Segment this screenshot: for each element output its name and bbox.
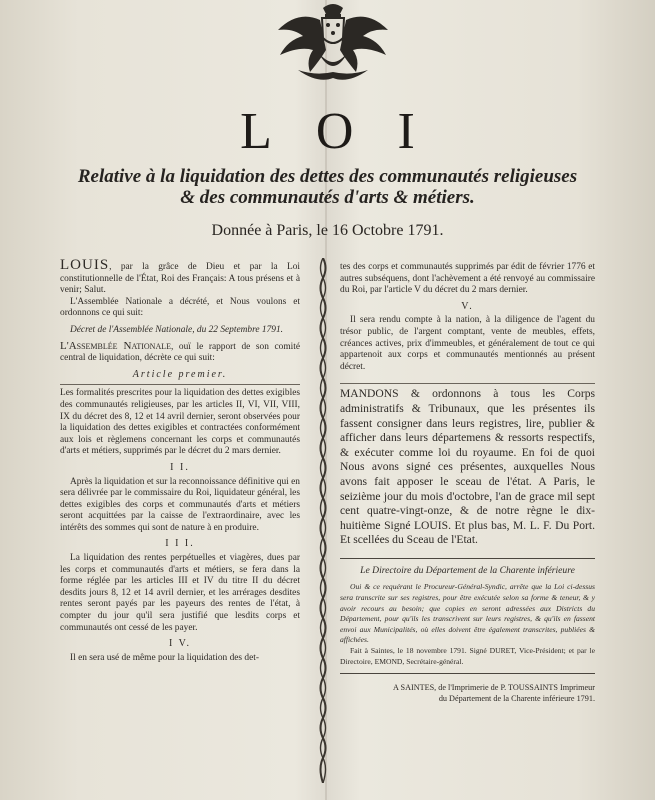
subtitle-line-2: & des communautés d'arts & métiers. <box>180 187 475 208</box>
directoire-signature: Fait à Saintes, le 18 novembre 1791. Signé DURET, Vice-Président; et par le Directoire, EMOND, Secrétaire-général. <box>340 646 595 666</box>
article-1-text: Les formalités prescrites pour la liquidation des dettes exigibles des communautés religieuses, par les articles II, VI, VII, VIII, IX du décret des 8, 12 et 14 avril dernier, seront observées pour la liquidation des dettes exigibles et contractées conformément aux lois et règlemens concernant les corps et communautés d'arts et métiers, supprimés par le décret du 2 mars dernier. <box>60 388 300 457</box>
article-5-text: Il sera rendu compte à la nation, à la diligence de l'agent du trésor public, de l'argent comptant, vente de meubles, effets, créances actives, prix d'immeubles, et généralement de tout ce qui appartenoit aux corps et communautés mentionnés au présent décret. <box>340 315 595 372</box>
intro-dropcap: LOUIS <box>60 257 110 273</box>
column-divider-ornament <box>316 258 330 783</box>
imprint-line-1: A SAINTES, de l'Imprimerie de P. TOUSSAINTS Imprimeur <box>393 683 595 693</box>
left-column <box>60 257 301 664</box>
intro-paragraph <box>60 257 300 297</box>
directoire-heading: Le Directoire du Département de la Charente inférieure <box>360 564 575 576</box>
decree-intro-cap: L'Assemblée Nationale <box>60 339 172 352</box>
decree-intro-text: , ouï le rapport de son comité central de liquidation, décrète ce qui suit: <box>60 341 301 364</box>
continuation-text: tes des corps et communautés supprimés par édit de février 1776 et autres subséquens, dont l'achèvement a été renvoyé au commissaire du Roi, par l'article V du décret du 2 mars dernier. <box>340 262 595 296</box>
article-3-heading: I I I. <box>165 538 195 550</box>
article-1-rule <box>60 384 300 385</box>
article-4-text: Il en sera usé de même pour la liquidation des det- <box>70 652 260 663</box>
article-2-text: Après la liquidation et sur la reconnoissance définitive qui en sera délivrée par le commissaire du Roi, liquidateur général, les dettes exigibles des corps et communautés d'arts et métiers seront acquittées par la caisse de l'extraordinaire, avec les intérêts des sommes qui sont de nature à en produire. <box>60 476 300 533</box>
right-column <box>340 262 595 704</box>
imprint-line-2: du Département de la Charente inférieure 1791. <box>438 694 595 704</box>
decree-citation: Décret de l'Assemblée Nationale, du 22 Septembre 1791. <box>70 324 283 335</box>
dateline: Donnée à Paris, le 16 Octobre 1791. <box>211 222 444 239</box>
decree-intro <box>60 341 300 365</box>
document-title: LOI <box>240 103 459 160</box>
directoire-box <box>340 558 595 674</box>
assembly-lead: L'Assemblée Nationale a décrété, et Nous voulons et ordonnons ce qui suit: <box>60 296 300 319</box>
document-subtitle <box>60 166 595 208</box>
subtitle-line-1: Relative à la liquidation des dettes des communautés religieuses <box>77 166 578 187</box>
article-1-heading: Article premier. <box>132 368 228 380</box>
article-2-heading: I I. <box>170 461 190 473</box>
article-4-heading: I V. <box>168 638 192 650</box>
article-3-text: La liquidation des rentes perpétuelles et viagères, dues par les corps et communautés d'arts et métiers, se fera dans la forme réglée par les articles III et IV du titre II du décret desdits jours 8, 12 et 14 avril dernier, et les arrérages desdites rentes seront payés par les payeurs des rentes de l'état, à compter du jour qu'il sera justifié que lesdits corps et communautés ont cessé de les payer. <box>60 553 300 633</box>
intro-text: , par la grâce de Dieu et par la Loi constitutionnelle de l'État, Roi des Français: A tous présens et à venir; Salut. <box>60 262 300 296</box>
directoire-body: Oui & ce requérant le Procureur-Général-Syndic, arrête que la Loi ci-dessus sera transcrite sur ses registres, pour être exécutée selon sa forme & teneur, & y avoir recours au besoin; que copies en seront adressées aux Districts du Département, pour qu'ils les transcrivent sur leurs registres, & qu'ils en fassent envoi aux Municipalités, où elles doivent être également transcrites, publiées & affichées. <box>340 582 595 645</box>
mandons-rule <box>340 383 595 384</box>
article-5-heading: V. <box>461 300 474 312</box>
mandons-paragraph: MANDONS & ordonnons à tous les Corps administratifs & Tribunaux, que les présentes ils fassent consigner dans leurs registres, lire, publier & afficher dans leurs départemens & ressorts respectifs, & exécuter comme loi du royaume. En foi de quoi Nous avons signé ces présentes, auxquelles Nous avons fait apposer le sceau de l'état. A Paris, le seizième jour du mois d'octobre, l'an de grace mil sept cent quatre-vingt-onze, & de notre règne le dix-huitième Signé LOUIS. Et plus bas, M. L. F. Du Port. Et scellées du Sceau de l'Etat. <box>340 387 595 547</box>
royal-arms-emblem <box>268 0 398 88</box>
imprint <box>340 682 595 704</box>
